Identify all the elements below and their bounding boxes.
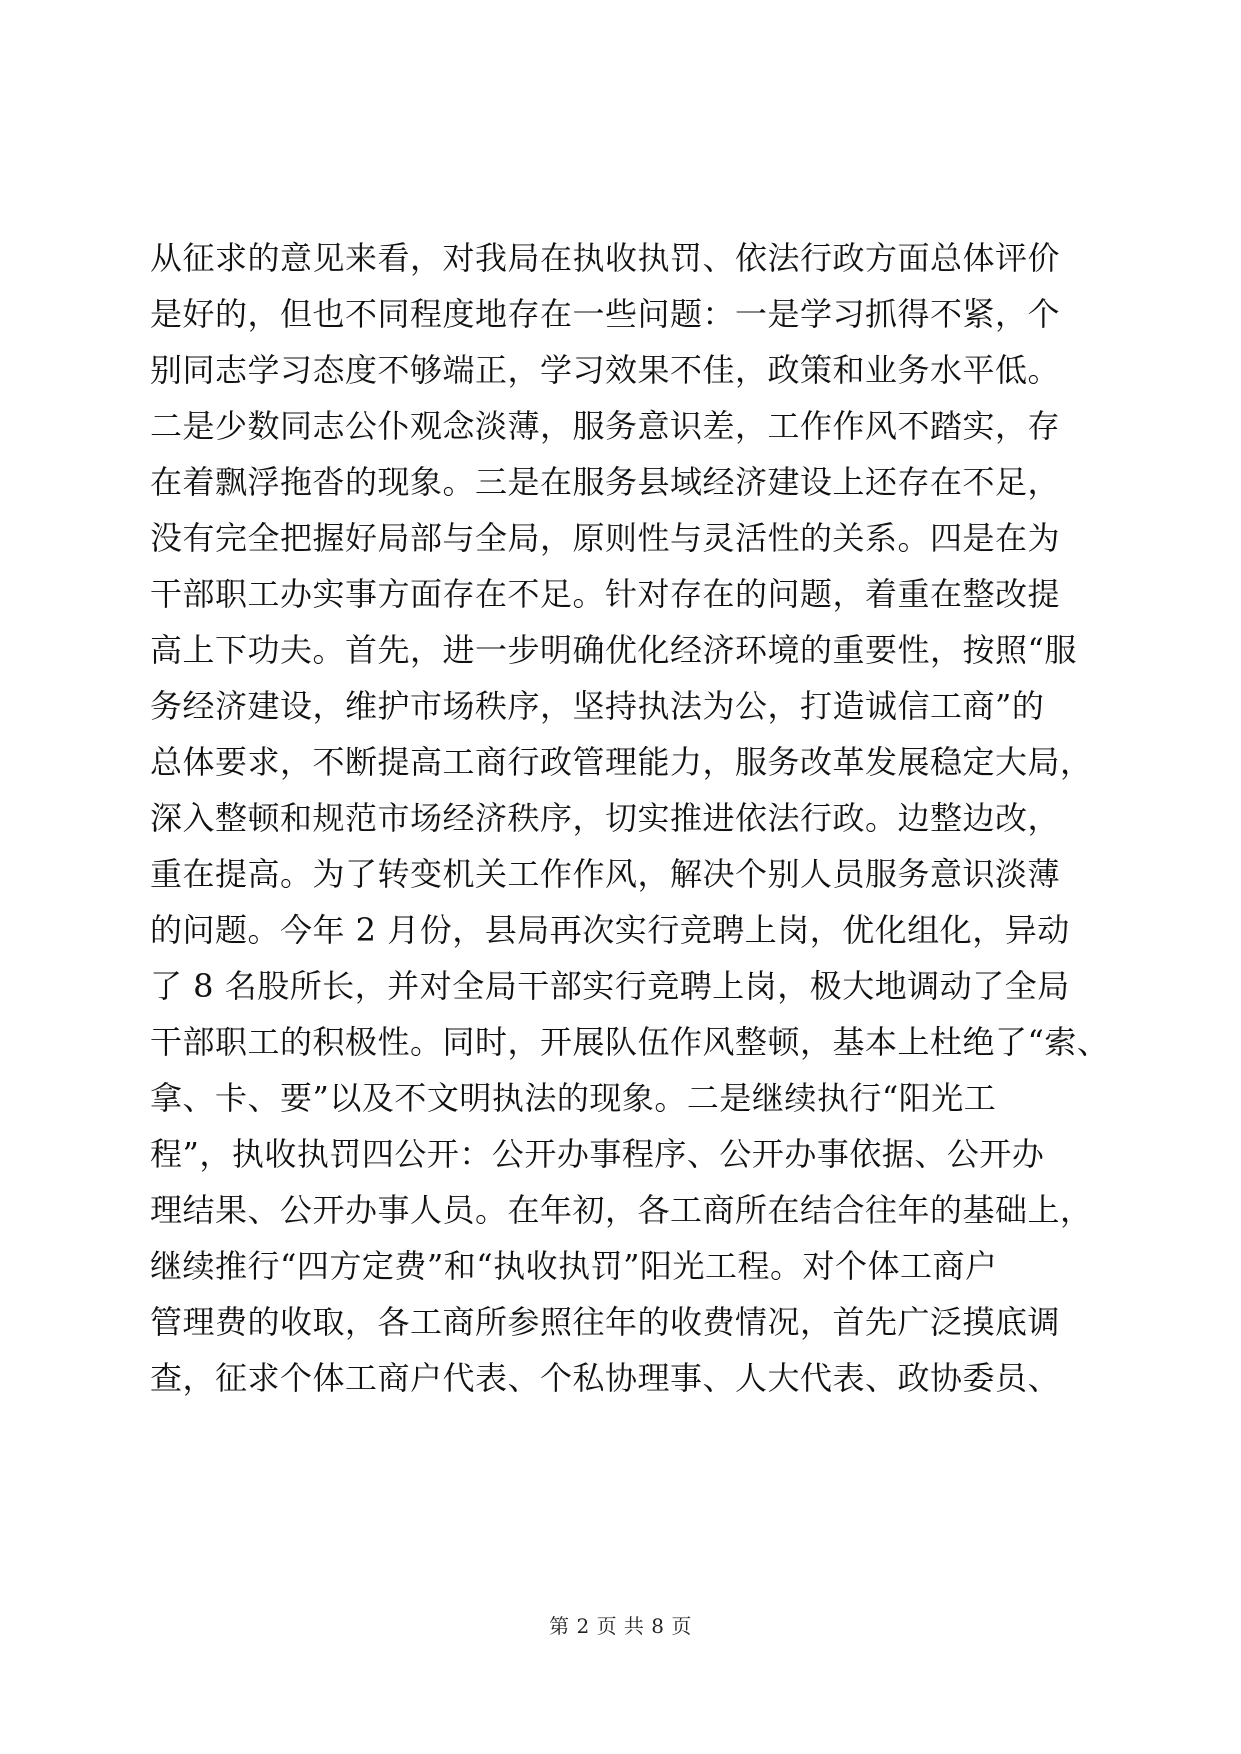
text-line: 管理费的收取，各工商所参照往年的收费情况，首先广泛摸底调 [150,1303,1061,1341]
text-line: 务经济建设，维护市场秩序，坚持执法为公，打造诚信工商”的 [150,687,1045,725]
text-line: 继续推行“四方定费”和“执收执罚”阳光工程。对个体工商户 [150,1247,998,1285]
text-line: 深入整顿和规范市场经济秩序，切实推进依法行政。边整边改， [150,799,1061,837]
text-line: 查，征求个体工商户代表、个私协理事、人大代表、政协委员、 [150,1359,1061,1397]
text-line: 从征求的意见来看，对我局在执收执罚、依法行政方面总体评价 [150,239,1061,277]
text-line: 干部职工办实事方面存在不足。针对存在的问题，着重在整改提 [150,575,1061,613]
text-line: 是好的，但也不同程度地存在一些问题：一是学习抓得不紧，个 [150,295,1061,333]
text-line: 没有完全把握好局部与全局，原则性与灵活性的关系。四是在为 [150,519,1061,557]
page-footer [0,1612,1241,1640]
body-text [150,230,1110,1406]
page-number: 第 2 页 共 8 页 [549,1614,692,1638]
text-line: 理结果、公开办事人员。在年初，各工商所在结合往年的基础上， [150,1191,1093,1229]
text-line: 高上下功夫。首先，进一步明确优化经济环境的重要性，按照“服 [150,631,1077,669]
text-line: 干部职工的积极性。同时，开展队伍作风整顿，基本上杜绝了“索、 [150,1023,1110,1061]
text-line: 了 8 名股所长，并对全局干部实行竞聘上岗，极大地调动了全局 [150,967,1070,1005]
text-line: 总体要求，不断提高工商行政管理能力，服务改革发展稳定大局， [150,743,1093,781]
text-line: 的问题。今年 2 月份，县局再次实行竞聘上岗，优化组化，异动 [150,911,1070,949]
text-line: 在着飘浮拖沓的现象。三是在服务县域经济建设上还存在不足， [150,463,1061,501]
text-line: 重在提高。为了转变机关工作作风，解决个别人员服务意识淡薄 [150,855,1061,893]
text-line: 二是少数同志公仆观念淡薄，服务意识差，工作作风不踏实，存 [150,407,1061,445]
text-line: 别同志学习态度不够端正，学习效果不佳，政策和业务水平低。 [150,351,1061,389]
text-line: 拿、卡、要”以及不文明执法的现象。二是继续执行“阳光工 [150,1079,997,1117]
text-line: 程”，执收执罚四公开：公开办事程序、公开办事依据、公开办 [150,1135,1045,1173]
